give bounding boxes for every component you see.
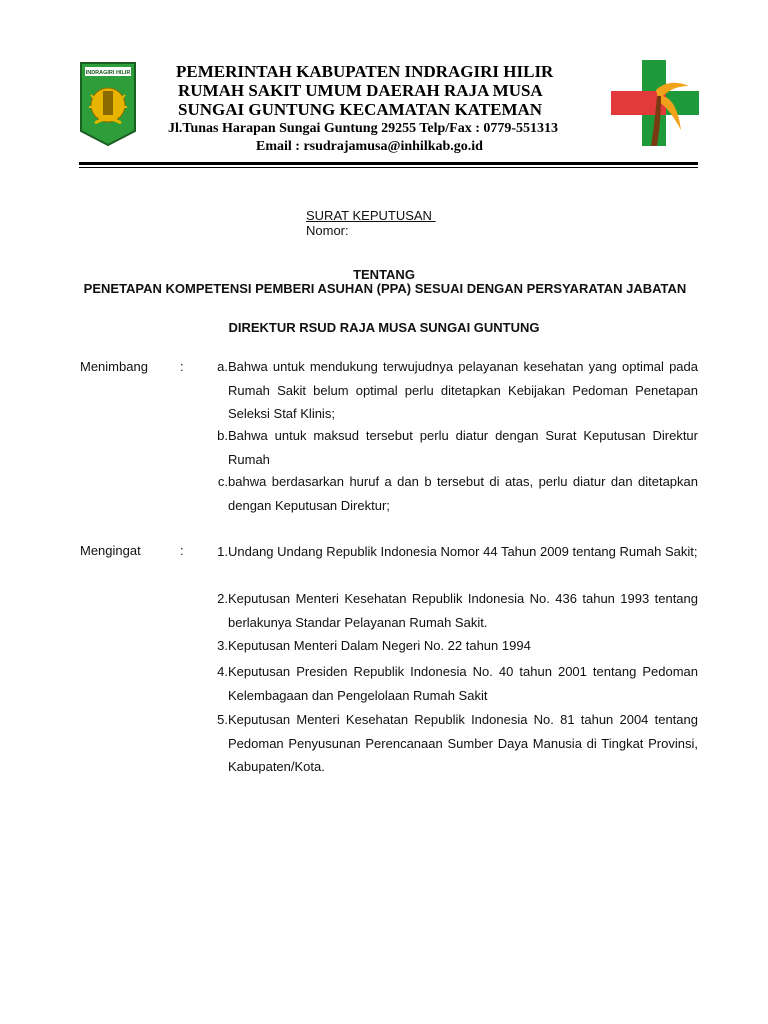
item-marker: b. [217, 428, 228, 443]
menimbang-label: Menimbang [80, 359, 148, 374]
item-text: bahwa berdasarkan huruf a dan b tersebut di atas, perlu diatur dan ditetapkan dengan Keputusan Direktur; [228, 474, 698, 513]
letterhead-hospital: RUMAH SAKIT UMUM DAERAH RAJA MUSA [178, 81, 543, 100]
item-marker: c. [217, 474, 228, 489]
letterhead-rule-thin [79, 167, 698, 168]
item-text: Bahwa untuk mendukung terwujudnya pelayanan kesehatan yang optimal pada Rumah Sakit belum optimal perlu ditetapkan Kebijakan Pedoman Penetapan Seleksi Staf Klinis; [228, 359, 698, 421]
menimbang-item [204, 355, 698, 426]
item-text: Bahwa untuk maksud tersebut perlu diatur dengan Surat Keputusan Direktur Rumah [228, 428, 698, 467]
document-number: Nomor: [306, 223, 349, 238]
mengingat-item [204, 634, 698, 658]
issuer-heading: DIREKTUR RSUD RAJA MUSA SUNGAI GUNTUNG [228, 320, 540, 335]
item-marker: 5. [217, 712, 228, 727]
item-text: Keputusan Presiden Republik Indonesia No. 40 tahun 2001 tentang Pedoman Kelembagaan dan Pengelolaan Rumah Sakit [228, 664, 698, 703]
mengingat-colon: : [180, 543, 184, 558]
emblem-label: INDRAGIRI HILIR [85, 70, 131, 76]
letterhead-rule-thick [79, 162, 698, 165]
item-text: Keputusan Menteri Kesehatan Republik Indonesia No. 81 tahun 2004 tentang Pedoman Penyusunan Perencanaan Sumber Daya Manusia di Tingkat Provinsi, Kabupaten/Kota. [228, 712, 698, 774]
letterhead-text [168, 62, 608, 156]
document-title: SURAT KEPUTUSAN [306, 208, 436, 223]
item-marker: 2. [217, 591, 228, 606]
letterhead-location: SUNGAI GUNTUNG KECAMATAN KATEMAN [178, 100, 543, 119]
item-text: Keputusan Menteri Kesehatan Republik Indonesia No. 436 tahun 1993 tentang berlakunya Standar Pelayanan Rumah Sakit. [228, 591, 698, 630]
mengingat-item [204, 708, 698, 779]
mengingat-item [204, 587, 698, 634]
tentang-heading: TENTANG [353, 267, 415, 282]
menimbang-item [204, 470, 698, 517]
letterhead-email: Email : rsudrajamusa@inhilkab.go.id [256, 139, 483, 154]
item-marker: 1. [217, 544, 228, 559]
item-marker: 4. [217, 664, 228, 679]
menimbang-colon: : [180, 359, 184, 374]
mengingat-label: Mengingat [80, 543, 141, 558]
letterhead-government: PEMERINTAH KABUPATEN INDRAGIRI HILIR [176, 62, 554, 81]
hospital-cross-logo [611, 60, 699, 146]
mengingat-item [204, 660, 698, 707]
mengingat-item [204, 540, 698, 564]
document-subject: PENETAPAN KOMPETENSI PEMBERI ASUHAN (PPA) SESUAI DENGAN PERSYARATAN JABATAN [83, 281, 687, 296]
regency-emblem-logo [79, 61, 137, 147]
menimbang-item [204, 424, 698, 471]
item-text: Undang Undang Republik Indonesia Nomor 44 Tahun 2009 tentang Rumah Sakit; [228, 544, 698, 559]
item-marker: 3. [217, 638, 228, 653]
item-text: Keputusan Menteri Dalam Negeri No. 22 tahun 1994 [228, 638, 531, 653]
letterhead-address: Jl.Tunas Harapan Sungai Guntung 29255 Telp/Fax : 0779-551313 [168, 121, 559, 136]
item-marker: a. [217, 359, 228, 374]
